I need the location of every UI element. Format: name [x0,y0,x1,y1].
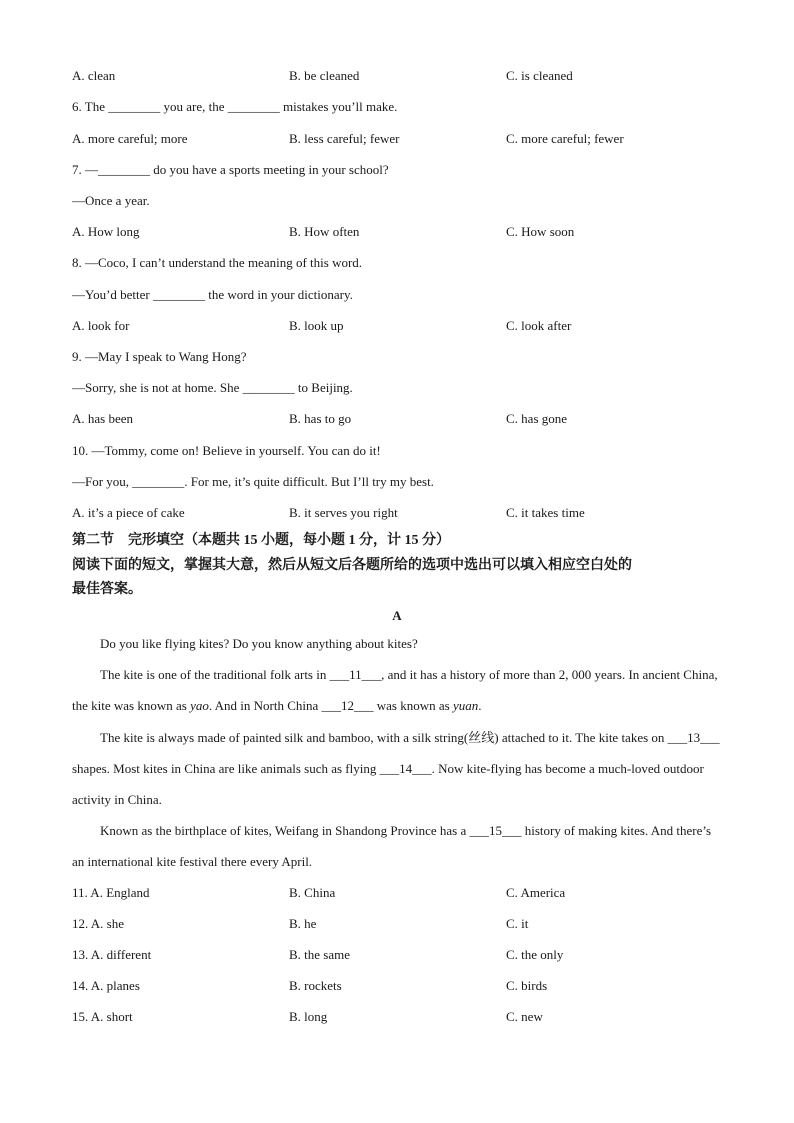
q13-option-b: B. the same [289,947,351,962]
q8-stem: 8. —Coco, I can’t understand the meaning of this word. [72,255,363,270]
q7-option-a: A. How long [72,224,140,239]
p2-text-e: . [478,698,482,713]
q9-stem: 9. —May I speak to Wang Hong? [72,349,247,364]
q14-option-b: B. rockets [289,978,342,993]
q8-option-c: C. look after [506,318,572,333]
q15-option-b: B. long [289,1009,328,1024]
q11-option-b: B. China [289,885,336,900]
blank-15: ___15___ [469,823,522,838]
q10-reply: —For you, ________. For me, it’s quite difficult. But I’ll try my best. [72,474,434,489]
passage-paragraph-3 [72,722,722,815]
q12-option-a: 12. A. she [72,916,124,931]
q14-option-c: C. birds [506,978,548,993]
q12-option-b: B. he [289,916,317,931]
q8-reply: —You’d better ________ the word in your dictionary. [72,287,353,302]
section-instruction-line-1: 阅读下面的短文，掌握其大意，然后从短文后各题所给的选项中选出可以填入相应空白处的 [72,558,632,573]
p4-text-b: history of making kites. And there’s an international kite festival there every April. [72,823,712,869]
q10-option-b: B. it serves you right [289,505,398,520]
word-yao: yao [190,698,209,713]
q6-option-b: B. less careful; fewer [289,131,400,146]
q6-option-a: A. more careful; more [72,131,188,146]
section-heading: 第二节 完形填空（本题共 15 小题，每小题 1 分，计 15 分） [72,533,450,548]
q5-option-a: A. clean [72,68,116,83]
passage-paragraph-1 [72,628,722,659]
q5-option-c: C. is cleaned [506,68,573,83]
q9-option-b: B. has to go [289,411,352,426]
passage-paragraph-2 [72,659,722,721]
q12-option-c: C. it [506,916,529,931]
q9-option-c: C. has gone [506,411,568,426]
p4-text-a: Known as the birthplace of kites, Weifang in Shandong Province has a [100,823,470,838]
q9-option-a: A. has been [72,411,134,426]
p3-text-c: . Now kite-flying has become a much-loved outdoor activity in China. [72,761,704,807]
q15-option-c: C. new [506,1009,543,1024]
passage-title: A [392,608,402,623]
p2-text-c: . And in North China [208,698,322,713]
word-yuan: yuan [452,698,479,713]
blank-11: ___11___ [329,667,382,682]
q11-option-a: 11. A. England [72,885,150,900]
blank-12: ___12___ [321,698,374,713]
q10-stem: 10. —Tommy, come on! Believe in yourself. You can do it! [72,443,381,458]
q7-option-c: C. How soon [506,224,575,239]
q8-option-b: B. look up [289,318,344,333]
q10-option-a: A. it’s a piece of cake [72,505,185,520]
q6-option-c: C. more careful; fewer [506,131,624,146]
q13-option-c: C. the only [506,947,564,962]
passage-p1-text: Do you like flying kites? Do you know anything about kites? [100,636,418,651]
section-instruction-line-2: 最佳答案。 [72,582,142,597]
q7-reply: —Once a year. [72,193,150,208]
q11-option-c: C. America [506,885,566,900]
q6-stem: 6. The ________ you are, the ________ mistakes you’ll make. [72,99,398,114]
p2-text-a: The kite is one of the traditional folk arts in [100,667,330,682]
q10-option-c: C. it takes time [506,505,585,520]
q7-option-b: B. How often [289,224,360,239]
q15-option-a: 15. A. short [72,1009,133,1024]
passage-paragraph-4 [72,815,722,877]
q8-option-a: A. look for [72,318,130,333]
p3-text-a: The kite is always made of painted silk and bamboo, with a silk string(丝线) attached to it. The kite takes on [100,730,668,745]
q9-reply: —Sorry, she is not at home. She ________ to Beijing. [72,380,353,395]
q14-option-a: 14. A. planes [72,978,140,993]
q7-stem: 7. —________ do you have a sports meeting in your school? [72,162,389,177]
q13-option-a: 13. A. different [72,947,152,962]
p3-text-b: shapes. Most kites in China are like animals such as flying [72,761,380,776]
blank-13: ___13___ [667,730,720,745]
p2-text-b: , and it has a history of more than 2, 000 years. In ancient China, the kite was known as [72,667,718,713]
p2-text-d: was known as [373,698,453,713]
blank-14: ___14___ [379,761,432,776]
q5-option-b: B. be cleaned [289,68,360,83]
